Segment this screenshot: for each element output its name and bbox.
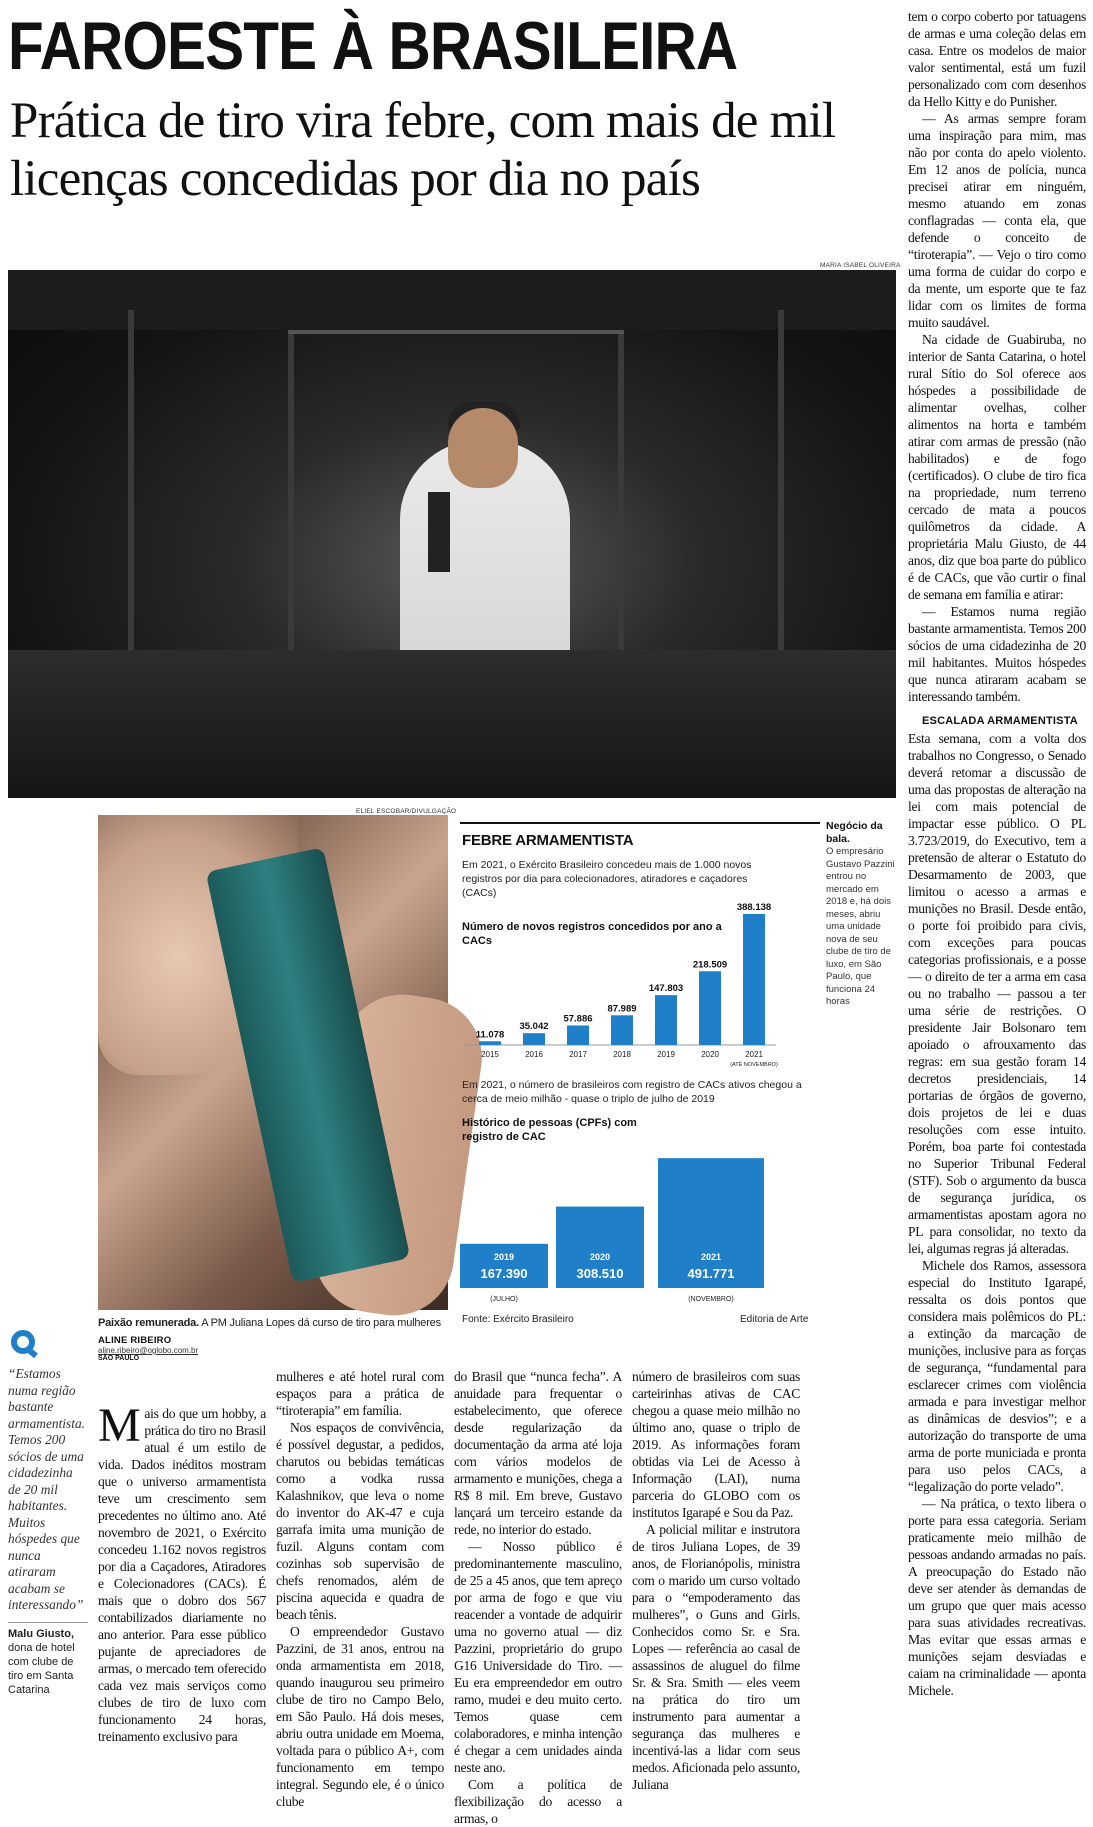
chart1-tick-label: 2019 [657,1050,675,1059]
chart1-bar [655,995,677,1045]
drop-cap: M [98,1399,141,1452]
article-column-right [908,8,1086,1699]
paragraph: Com a política de flexibilização do acesso a armas, o [454,1777,622,1826]
paragraph: Na cidade de Guabiruba, no interior de Santa Catarina, o hotel rural Sítio do Sol oferece aos hóspedes a possibilidade de alimentar ovelhas, colher alimentos na horta e também atirar com armas de pressão (não habilitados) e de fogo (certificados). O clube de tiro fica na propriedade, num terreno cercado de mata a poucos quilômetros da cidade. A proprietária Malu Giusto, de 44 anos, diz que boa parte do público é de CACs, que vão curtir o final de semana em família e atirar: [908,332,1086,602]
chart1-value-label: 87.989 [607,1003,637,1015]
article-column-4 [632,1368,800,1793]
byline [98,1335,266,1362]
paragraph: tem o corpo coberto por tatuagens de armas e uma coleção delas em casa. Entre os modelos de maior valor sentimental, está um fuzil personalizado com com desenhos da Hello Kitty e do Punisher. [908,9,1086,109]
subheadline: Prática de tiro vira febre, com mais de mil licenças concedidas por dia no país [10,93,836,207]
paragraph: — Estamos numa região bastante armamentista. Temos 200 sócios de uma cidadezinha de 20 mil habitantes. Muitos hóspedes que nunca atiraram acabam se interessando também. [908,604,1086,704]
chart2-year-label: 2020 [589,1252,611,1262]
chart1-value-label: 57.886 [563,1013,593,1025]
quote-author-name: Malu Giusto, [8,1627,74,1640]
headline: FAROESTE À BRASILEIRA [8,8,738,84]
main-photo [8,270,896,798]
paragraph: ais do que um hobby, a prática do tiro no Brasil atual é um estilo de vida. Dados inéditos mostram que o universo armamentista teve um crescimento sem precedentes no último ano. Até novembro de 2021, o Exército concedeu 1.162 novos registros por dia a Caçadores, Atiradores e Colecionadores (CACs). É mais que o dobro dos 567 contabilizados diariamente no ano anterior. Para esse público pujante de apreciadores de armas, o mercado tem oferecido cada vez mais serviços como clubes de tiro de luxo com funcionamento 24 horas, treinamento exclusivo para [98,1406,266,1744]
chart2-year-label: 2021 [700,1252,722,1262]
chart1-bar [479,1041,501,1045]
side-note [826,820,898,1009]
quote-author [8,1622,88,1697]
instructor-photo [98,815,448,1310]
chart1-tick-label: 2016 [525,1050,543,1059]
quote-author-desc: dona de hotel com clube de tiro em Santa Catarina [8,1641,75,1696]
quote-icon [8,1330,38,1360]
chart1-tick-label: 2017 [569,1050,587,1059]
article-column-1 [98,1399,266,1745]
chart2-year-label: 2019 [493,1252,515,1262]
chart1-bar [743,914,765,1045]
paragraph: mulheres e até hotel rural com espaços para a prática de “tiroterapia” em família. [276,1369,444,1418]
chart2-tick-note: (JULHO) [490,1296,518,1303]
chart2-tick-note: (NOVEMBRO) [688,1296,734,1303]
paragraph: — Nosso público é predominantemente masculino, de 25 a 45 anos, que tem apreço por arma de fogo e que viu reacender a vontade de adquirir uma no governo atual — diz Pazzini, proprietário do grupo G16 Universidade do Tiro. — Eu era empreendedor em outro ramo, mudei e deu muito certo. Temos quase cem colaboradores, e minha intenção é chegar a cem unidades ainda neste ano. [454,1539,622,1775]
chart2-value-label: 491.771 [687,1266,735,1281]
chart1-bar [699,971,721,1045]
chart1-title: Número de novos registros concedidos por ano a CACs [462,921,722,947]
paragraph: A policial militar e instrutora de tiros Juliana Lopes, de 39 anos, de Florianópolis, ministra com o marido um curso voltado para o “empoderamento das mulheres”, o Guns and Girls. Conhecidos como Sr. e Sra. Lopes — referência ao casal de assassinos de aluguel do filme Sr. & Sra. Smith — eles veem na prática do tiro um instrumento para aumentar a segurança das mulheres e incentivá-las a lidar com seus medos. Aficionada pelo assunto, Juliana [632,1522,800,1792]
infographic [450,810,820,1332]
chart1-tick-label: 2018 [613,1050,631,1059]
chart1-value-label: 11.078 [475,1029,505,1041]
chart1-bar [567,1025,589,1045]
paragraph: do Brasil que “nunca fecha”. A anuidade para frequentar o estabelecimento, que oferece desde regularização da documentação da arma até loja com vários modelos de armamento e munições, chega a R$ 8 mil. Em breve, Gustavo lançará um terceiro estande da rede, no interior do estado. [454,1369,622,1537]
chart1-bar [523,1033,545,1045]
paragraph: número de brasileiros com suas carteirinhas ativas de CAC chegou a quase meio milhão no último ano, quase o triplo de 2019. As informações foram obtidas via Lei de Acesso à Informação (LAI), numa parceria do GLOBO com os institutos Igarapé e Sou da Paz. [632,1369,800,1520]
author-name: ALINE RIBEIRO [98,1335,172,1346]
article-column-2 [276,1368,444,1810]
chart1-value-label: 388.138 [736,902,772,914]
photo-credit: MARIA ISABEL OLIVEIRA [820,262,901,269]
chart1-tick-label: 2020 [701,1050,719,1059]
chart2-value-label: 167.390 [480,1266,528,1281]
pull-quote [8,1330,88,1697]
infographic-note: Em 2021, o número de brasileiros com registro de CACs ativos chegou a cerca de meio milhão - quase o triplo de julho de 2019 [462,1079,802,1105]
infographic-credit: Editoria de Arte [740,1314,809,1325]
photo-caption [98,1317,453,1329]
dateline: SÃO PAULO [98,1355,140,1362]
author-email[interactable]: aline.ribeiro@oglobo.com.br [98,1346,199,1355]
chart-new-registrations [460,830,820,1080]
side-note-text: O empresário Gustavo Pazzini entrou no mercado em 2018 e, há dois meses, abriu uma unidade nova de seu clube de tiro de luxo, em São Paulo, que funciona 24 horas [826,846,895,1007]
chart2-value-label: 308.510 [576,1266,624,1281]
chart1-value-label: 218.509 [692,959,728,971]
chart1-tick-label: 2021 [745,1050,763,1059]
chart2-title: Histórico de pessoas (CPFs) com registro de CAC [462,1117,637,1143]
paragraph: Michele dos Ramos, assessora especial do Instituto Igarapé, ressalta os dois pontos que considera mais polêmicos do PL: a extinção da marcação de munições, inclusive para as forças de segurança, “fundamental para esclarecer crimes com violência armada e para investigar melhor as dinâmicas de desvios”; e a autorização do transporte de uma arma de porte municiada e pronta para uso pelos CACs, a “legalização do porte velado”. [908,1258,1086,1494]
article-column-3 [454,1368,622,1827]
paragraph: — As armas sempre foram uma inspiração para mim, mas não por conta do apelo violento. Em 12 anos de polícia, nunca precisei atirar em ninguém, mesmo atuando em zonas conflagradas — conta ela, que defende o conceito de “tiroterapia”. — Vejo o tiro como uma forma de cuidar do corpo e da mente, um esporte que te faz lidar com os limites de forma muito saudável. [908,111,1086,330]
paragraph: — Na prática, o texto libera o porte para essa categoria. Seriam praticamente meio milhão de pessoas andando armadas no país. A preocupação do Estado não deve ser atender às demandas de um grupo que quer mais acesso para suas atividades recreativas. Mas evitar que essas armas e munições sejam desviadas e caiam na criminalidade — aponta Michele. [908,1496,1086,1698]
quote-text: “Estamos numa região bastante armamentista. Temos 200 sócios de uma cidadezinha de 20 mil habitantes. Muitos hóspedes que nunca atiraram acabam se interessando” [8,1366,85,1612]
infographic-source: Fonte: Exército Brasileiro [462,1314,574,1325]
paragraph: O empreendedor Gustavo Pazzini, de 31 anos, entrou na onda armamentista em 2018, quando inaugurou seu primeiro clube de tiro no Campo Belo, em São Paulo. Há dois meses, abriu outra unidade em Moema, voltada para o público A+, com funcionamento em tempo integral. Segundo ele, é o único clube [276,1624,444,1809]
chart1-tick-note: (ATÉ NOVEMBRO) [730,1062,778,1068]
paragraph: Esta semana, com a volta dos trabalhos no Congresso, o Senado deverá retomar a discussão de uma das propostas de alteração na lei com mais potencial de impactar esse público. O PL 3.723/2019, do Executivo, tem a pretensão de alterar o Estatuto do Desarmamento de 2003, que limitou o acesso a armas e munições no Brasil. Desde então, o porte foi proibido para civis, com exceções para poucas categorias profissionais, e a posse — o direito de ter a arma em casa ou no trabalho — passou a ter uma série de restrições. O presidente Jair Bolsonaro tem apoiado o afrouxamento das regras: em sua gestão foram 14 decretos presidenciais, 14 portarias de órgãos de governo, dois projetos de lei e duas resoluções com esse intuito. Porém, boa parte foi contestada no Superior Tribunal Federal (STF). Sob o argumento da busca de segurança jurídica, os armamentistas apostam agora no PL para consolidar, no texto da lei, algumas regras já alteradas. [908,731,1086,1256]
section-heading: ESCALADA ARMAMENTISTA [922,715,1078,727]
infographic-title: FEBRE ARMAMENTISTA [462,832,634,849]
photo-credit-second: ELIEL ESCOBAR/DIVULGAÇÃO [356,808,457,815]
side-note-heading: Negócio da bala. [826,820,883,845]
chart1-tick-label: 2015 [481,1050,499,1059]
paragraph: Nos espaços de convivência, é possível degustar, a pedidos, charutos ou bebidas temáticas como a vodka russa Kalashnikov, que leva o nome do inventor do AK-47 e cuja garrafa imita uma munição de fuzil. Alguns contam com cozinhas sob supervisão de chefs renomados, além de piscina aquecida e quadra de beach tênis. [276,1420,444,1622]
caption-text: A PM Juliana Lopes dá curso de tiro para mulheres [198,1317,441,1329]
chart-cac-history [460,1146,820,1311]
chart1-value-label: 35.042 [519,1021,549,1033]
caption-bold: Paixão remunerada. [98,1317,199,1329]
infographic-intro: Em 2021, o Exército Brasileiro concedeu mais de 1.000 novos registros por dia para colecionadores, atiradores e caçadores (CACs) [462,859,752,899]
chart1-bar [611,1015,633,1045]
chart1-value-label: 147.803 [648,983,684,995]
